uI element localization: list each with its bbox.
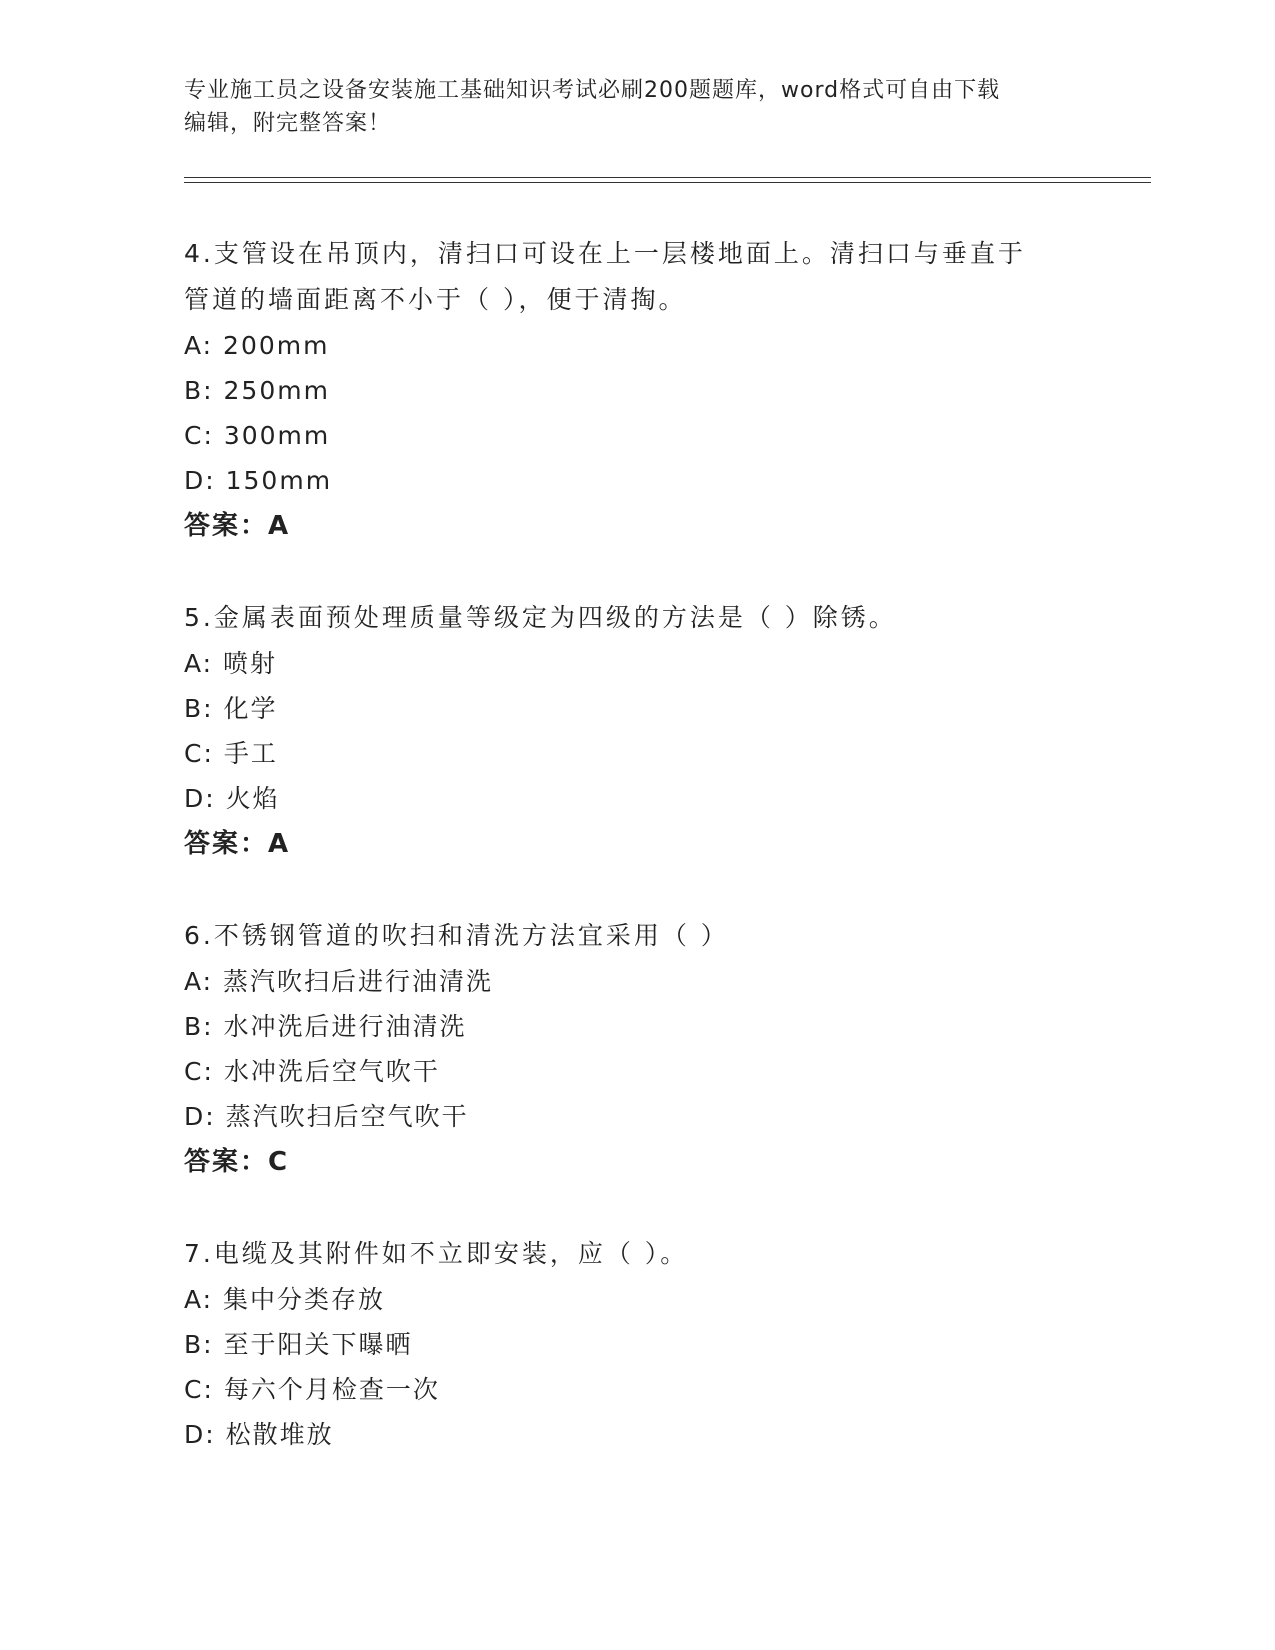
question-stem: 4.支管设在吊顶内，清扫口可设在上一层楼地面上。清扫口与垂直于 — [184, 239, 1026, 268]
question-stem: 7.电缆及其附件如不立即安装，应（ ）。 — [184, 1239, 689, 1268]
option-d: D: 松散堆放 — [184, 1420, 334, 1449]
option-c: C: 300mm — [184, 421, 331, 450]
option-b: B: 水冲洗后进行油清洗 — [184, 1012, 467, 1041]
document-header — [184, 74, 1064, 140]
question-4 — [184, 231, 1084, 549]
option-b: B: 250mm — [184, 376, 330, 405]
question-stem-continued: 管道的墙面距离不小于（ ），便于清掏。 — [184, 285, 687, 314]
answer-line: 答案：C — [184, 1147, 290, 1177]
header-line-1: 专业施工员之设备安装施工基础知识考试必刷200题题库，word格式可自由下载 — [184, 78, 1001, 103]
question-7 — [184, 1231, 1084, 1457]
question-stem: 5.金属表面预处理质量等级定为四级的方法是（ ）除锈。 — [184, 603, 897, 632]
answer-line: 答案：A — [184, 829, 291, 859]
question-6 — [184, 913, 1084, 1185]
option-b: B: 至于阳关下曝晒 — [184, 1330, 413, 1359]
question-stem: 6.不锈钢管道的吹扫和清洗方法宜采用（ ） — [184, 921, 729, 950]
option-a: A: 喷射 — [184, 649, 278, 678]
option-c: C: 每六个月检查一次 — [184, 1375, 440, 1404]
question-5 — [184, 595, 1084, 867]
option-d: D: 蒸汽吹扫后空气吹干 — [184, 1102, 469, 1131]
question-list — [184, 231, 1084, 1503]
option-a: A: 蒸汽吹扫后进行油清洗 — [184, 967, 494, 996]
option-d: D: 150mm — [184, 466, 333, 495]
option-c: C: 手工 — [184, 739, 278, 768]
option-b: B: 化学 — [184, 694, 278, 723]
header-line-2: 编辑，附完整答案！ — [184, 111, 392, 136]
option-a: A: 集中分类存放 — [184, 1285, 386, 1314]
option-d: D: 火焰 — [184, 784, 280, 813]
header-divider — [184, 177, 1151, 183]
option-a: A: 200mm — [184, 331, 330, 360]
answer-line: 答案：A — [184, 511, 291, 541]
option-c: C: 水冲洗后空气吹干 — [184, 1057, 440, 1086]
